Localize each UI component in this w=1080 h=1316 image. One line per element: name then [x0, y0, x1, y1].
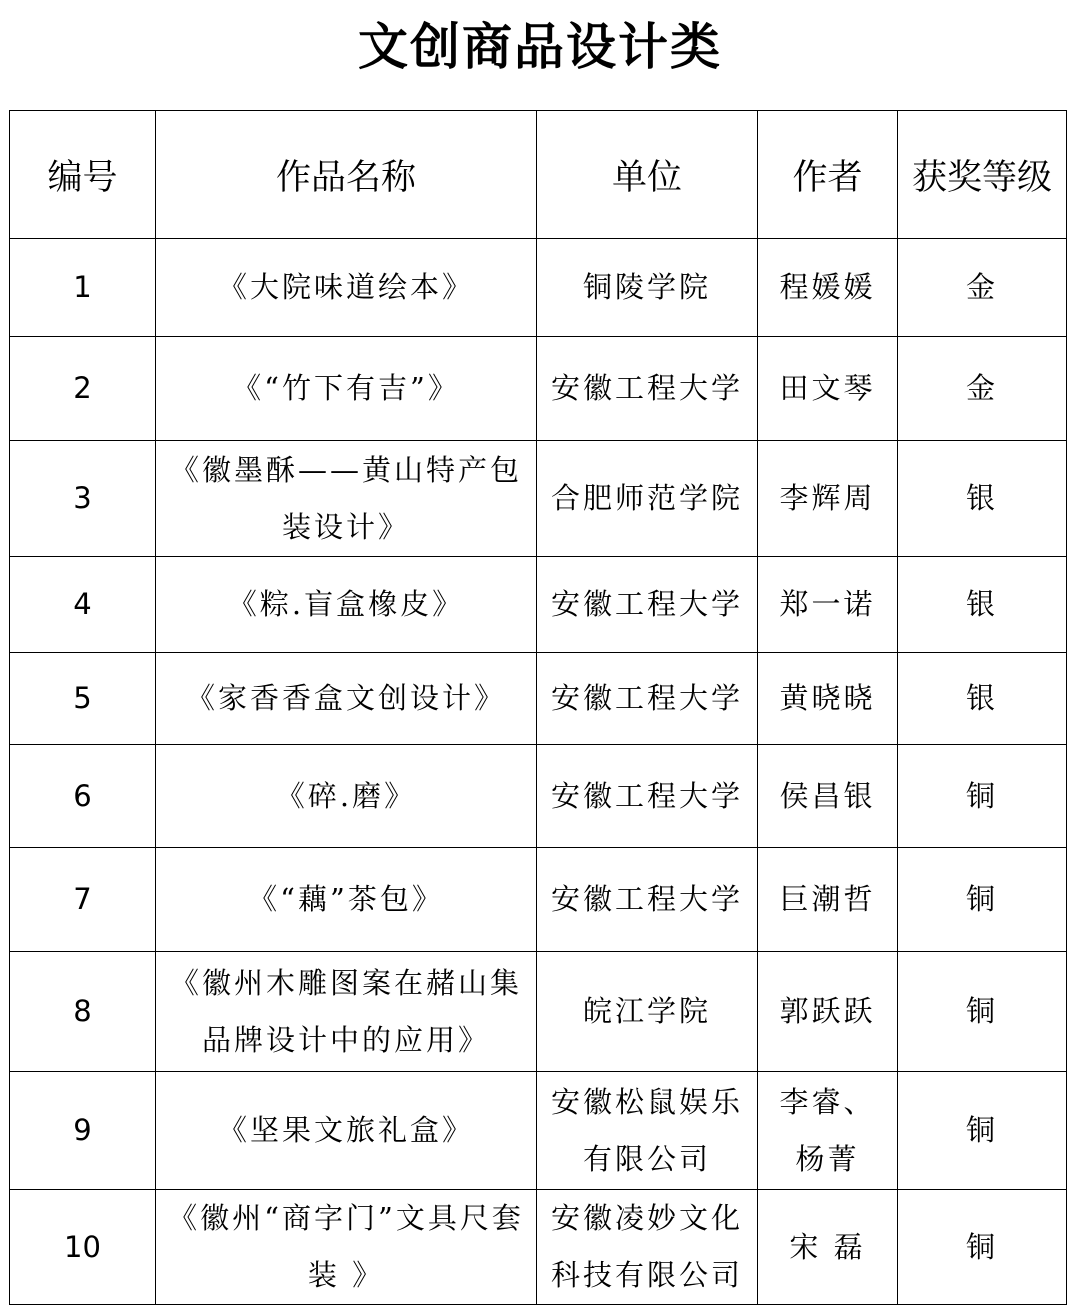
cell-unit: 皖江学院	[537, 952, 758, 1072]
cell-unit: 铜陵学院	[537, 239, 758, 337]
cell-num: 2	[10, 337, 156, 441]
header-author: 作者	[758, 111, 898, 239]
cell-unit-text: 安徽凌妙文化科技有限公司	[551, 1201, 744, 1292]
cell-num: 3	[10, 441, 156, 557]
cell-work	[156, 952, 537, 1072]
cell-work: 《“竹下有吉”》	[156, 337, 537, 441]
cell-grade: 铜	[898, 745, 1067, 848]
cell-grade: 铜	[898, 952, 1067, 1072]
cell-num: 8	[10, 952, 156, 1072]
cell-author: 郭跃跃	[758, 952, 898, 1072]
cell-num: 1	[10, 239, 156, 337]
cell-num: 9	[10, 1072, 156, 1190]
header-unit: 单位	[537, 111, 758, 239]
cell-num: 7	[10, 848, 156, 952]
cell-unit: 合肥师范学院	[537, 441, 758, 557]
header-row	[10, 111, 1067, 239]
cell-author: 田文琴	[758, 337, 898, 441]
cell-work-text: 《徽墨酥——黄山特产包装设计》	[170, 452, 523, 544]
cell-work	[156, 1190, 537, 1305]
table-row	[10, 653, 1067, 745]
cell-unit: 安徽工程大学	[537, 653, 758, 745]
table-row	[10, 745, 1067, 848]
cell-author-text: 李睿、杨菁	[779, 1084, 876, 1176]
cell-num: 6	[10, 745, 156, 848]
page-title: 文创商品设计类	[358, 18, 722, 76]
cell-author: 侯昌银	[758, 745, 898, 848]
cell-grade: 银	[898, 441, 1067, 557]
cell-unit	[537, 1190, 758, 1305]
table-row	[10, 441, 1067, 557]
header-work: 作品名称	[156, 111, 537, 239]
cell-num: 10	[10, 1190, 156, 1305]
cell-work-text: 《徽州“商字门”文具尺套装 》	[168, 1201, 524, 1292]
cell-author-text: 宋 磊	[789, 1229, 866, 1264]
cell-grade: 铜	[898, 1190, 1067, 1305]
cell-grade: 银	[898, 653, 1067, 745]
cell-author: 巨潮哲	[758, 848, 898, 952]
header-num: 编号	[10, 111, 156, 239]
cell-work: 《碎.磨》	[156, 745, 537, 848]
cell-unit: 安徽工程大学	[537, 337, 758, 441]
table-row	[10, 557, 1067, 653]
table-row	[10, 239, 1067, 337]
table-row	[10, 952, 1067, 1072]
cell-author: 黄晓晓	[758, 653, 898, 745]
table-row	[10, 337, 1067, 441]
cell-work: 《大院味道绘本》	[156, 239, 537, 337]
cell-work	[156, 441, 537, 557]
cell-grade: 铜	[898, 848, 1067, 952]
cell-grade: 金	[898, 239, 1067, 337]
cell-grade: 铜	[898, 1072, 1067, 1190]
cell-author	[758, 1072, 898, 1190]
cell-author	[758, 1190, 898, 1305]
cell-unit: 安徽工程大学	[537, 745, 758, 848]
cell-unit-text: 安徽松鼠娱乐有限公司	[551, 1084, 744, 1176]
awards-table	[9, 110, 1067, 1305]
cell-grade: 银	[898, 557, 1067, 653]
cell-author: 李辉周	[758, 441, 898, 557]
table-row	[10, 848, 1067, 952]
cell-unit: 安徽工程大学	[537, 557, 758, 653]
header-grade: 获奖等级	[898, 111, 1067, 239]
cell-work: 《“藕”茶包》	[156, 848, 537, 952]
cell-work-text: 《徽州木雕图案在赭山集品牌设计中的应用》	[170, 965, 523, 1057]
cell-num: 4	[10, 557, 156, 653]
table-row	[10, 1190, 1067, 1305]
cell-work: 《粽.盲盒橡皮》	[156, 557, 537, 653]
cell-unit: 安徽工程大学	[537, 848, 758, 952]
cell-num: 5	[10, 653, 156, 745]
cell-work: 《家香香盒文创设计》	[156, 653, 537, 745]
cell-unit	[537, 1072, 758, 1190]
cell-work: 《坚果文旅礼盒》	[156, 1072, 537, 1190]
cell-author: 程媛媛	[758, 239, 898, 337]
cell-grade: 金	[898, 337, 1067, 441]
table-row	[10, 1072, 1067, 1190]
cell-author: 郑一诺	[758, 557, 898, 653]
